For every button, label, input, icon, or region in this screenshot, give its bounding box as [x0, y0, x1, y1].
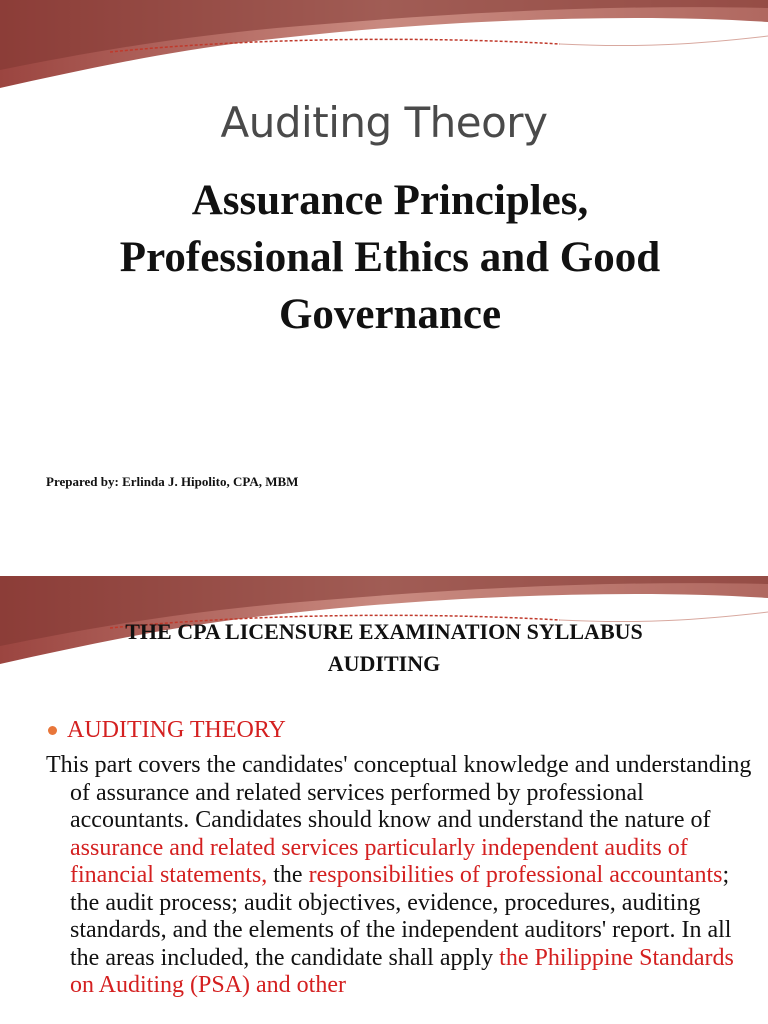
syllabus-paragraph [46, 752, 760, 1000]
para-highlight: assurance and related services particularly independent audits of financial statements, [70, 834, 688, 888]
prepared-by: Prepared by: Erlinda J. Hipolito, CPA, MBM [46, 474, 299, 489]
heading-line: AUDITING [327, 651, 441, 676]
para-text: the [267, 862, 309, 888]
bullet-label: AUDITING THEORY [67, 717, 286, 743]
heading-line: THE CPA LICENSURE EXAMINATION SYLLABUS [125, 619, 643, 644]
para-highlight: responsibilities of professional accountants [308, 862, 723, 888]
slide-separator [0, 568, 768, 576]
slide-subtitle [40, 172, 740, 343]
subtitle-line: Assurance Principles, [191, 177, 589, 224]
bullet-item [48, 717, 286, 744]
bullet-dot-icon [48, 726, 57, 735]
decorative-swoosh-top [0, 0, 768, 90]
slide-title: Auditing Theory [220, 98, 548, 147]
syllabus-slide [0, 576, 768, 1024]
subtitle-line: Professional Ethics and Good [119, 234, 661, 281]
subtitle-line: Governance [278, 291, 502, 338]
para-text: ; the audit process; audit objectives, evidence, procedures, auditing standards, and the elements of the independent auditors' report. In all the areas included, the candidate shall apply [70, 862, 732, 971]
para-text: This part covers the candidates' conceptual knowledge and understanding of assurance and related services performed by professional accountants. Candidates should know and understand the nature of [46, 752, 752, 833]
para-highlight: the Philippine Standards on Auditing (PSA) and other [70, 944, 734, 998]
syllabus-heading [40, 616, 728, 680]
